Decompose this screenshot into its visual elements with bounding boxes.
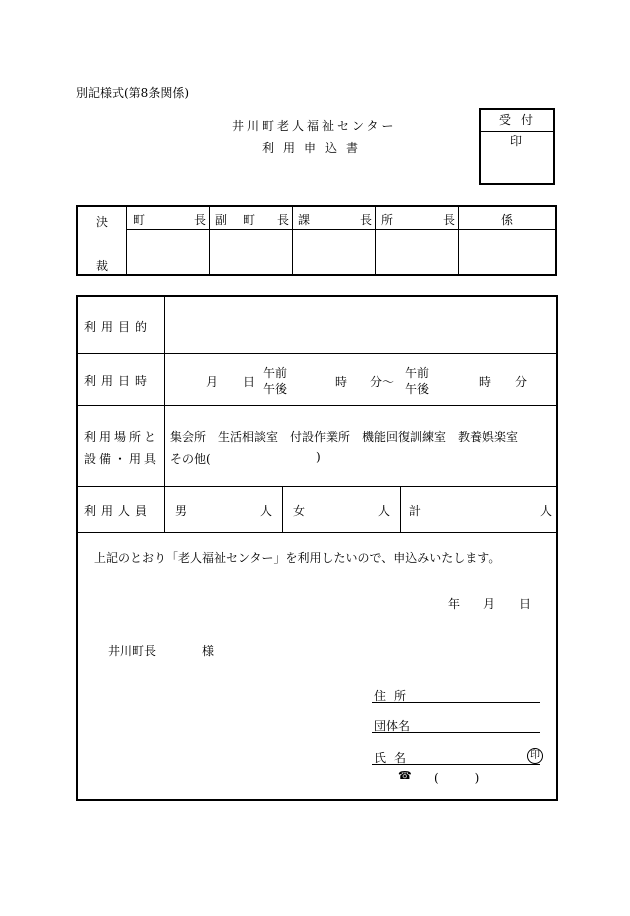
address-underline[interactable] [372,702,540,703]
datetime-pm-2: 午後 [405,382,430,396]
approval-col1-left: 町 [133,213,146,227]
group-underline[interactable] [372,732,540,733]
date-year: 年 [448,597,461,611]
phone-parens[interactable]: ( ) [434,771,480,785]
datetime-label: 利用日時 [84,374,153,388]
name-label: 氏名 [374,751,415,765]
datetime-month: 月 [206,375,219,389]
approval-col2-left: 副 [215,213,228,227]
approval-table [76,205,557,276]
place-label-line1: 利用場所と [84,430,160,444]
people-male-unit: 人 [260,504,273,518]
approval-label-bottom: 裁 [96,259,109,273]
receipt-stamp-box [479,108,555,185]
people-female-label: 女 [293,504,306,518]
datetime-pm: 午後 [263,382,288,396]
people-female-unit: 人 [378,504,391,518]
people-male-label: 男 [175,504,188,518]
other-close: ) [316,450,321,464]
approval-col1-right: 長 [194,213,207,227]
form-number: 別記様式(第8条関係) [76,86,189,100]
phone-icon: ☎ [398,769,412,782]
people-total-unit: 人 [540,504,553,518]
people-label: 利用人員 [84,504,153,518]
approval-col3-right: 長 [360,213,373,227]
date-day: 日 [519,597,532,611]
purpose-label: 利用目的 [84,320,153,334]
date-month: 月 [483,597,496,611]
purpose-field[interactable] [166,299,556,351]
datetime-hour-2: 時 [479,375,492,389]
approval-col4-right: 長 [443,213,456,227]
other-option[interactable]: その他( [170,452,211,466]
people-total-label: 計 [409,504,422,518]
approval-col5-center: 係 [501,213,514,227]
approval-col4-left: 所 [381,213,394,227]
approval-col3-left: 課 [298,213,311,227]
address-label: 住所 [374,689,415,703]
datetime-minute-2: 分 [515,375,528,389]
name-underline[interactable] [372,764,540,765]
approval-col2-mid: 町 [243,213,256,227]
group-label: 団体名 [374,719,411,733]
datetime-day: 日 [243,375,256,389]
receipt-stamp-label: 受付印 [481,110,553,132]
application-form [76,295,558,801]
seal-mark: 印 [527,748,543,764]
addressee: 井川町長 [108,644,157,658]
datetime-field[interactable] [166,355,556,403]
place-label-line2: 設備・用具 [84,452,160,466]
datetime-minute-to: 分〜 [370,375,395,389]
page-title: 井川町老人福祉センター [232,119,397,133]
page-subtitle: 利用申込書 [262,141,368,155]
honorific: 様 [202,644,215,658]
datetime-hour: 時 [335,375,348,389]
datetime-am: 午前 [263,366,288,380]
places-options[interactable]: 集会所 生活相談室 付設作業所 機能回復訓練室 教養娯楽室 [170,430,519,444]
datetime-am-2: 午前 [405,366,430,380]
approval-label-top: 決 [96,215,109,229]
approval-col2-right: 長 [277,213,290,227]
statement-text: 上記のとおり「老人福祉センター」を利用したいので、申込みいたします。 [94,551,501,565]
